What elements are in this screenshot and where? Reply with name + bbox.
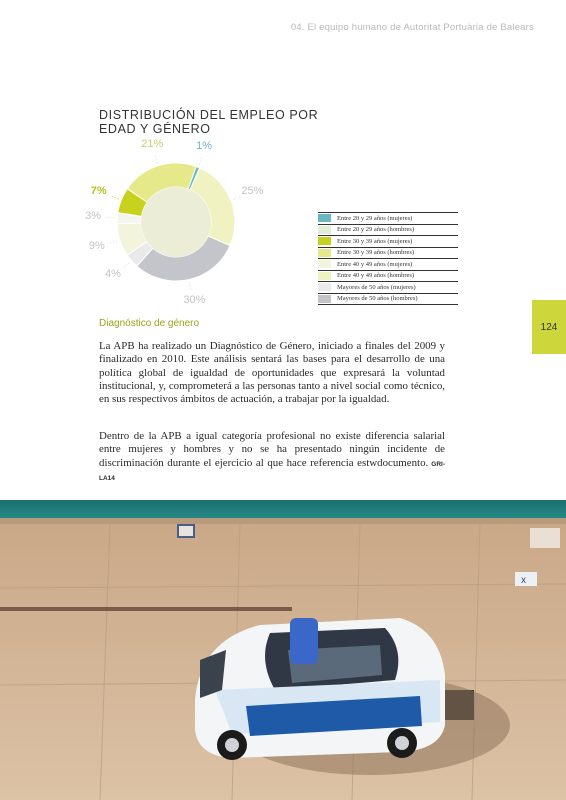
- gri-reference: GRI-LA14: [99, 460, 445, 482]
- page-number: 124: [540, 321, 558, 333]
- leader-line: [110, 196, 118, 199]
- sign-plate: [530, 528, 560, 548]
- donut-hole: [141, 187, 211, 257]
- leader-line: [123, 263, 130, 269]
- leader-line: [154, 154, 157, 163]
- legend-swatch: [318, 260, 331, 268]
- police-car: [195, 618, 445, 760]
- legend-item: [318, 225, 458, 237]
- rail: [0, 607, 292, 611]
- bollard-marker: [178, 525, 194, 537]
- chart-title: [99, 108, 359, 136]
- leader-line: [189, 283, 191, 292]
- legend-item: [318, 236, 458, 248]
- donut-chart: [97, 139, 257, 307]
- chart-legend: [318, 212, 458, 305]
- legend-label: Entre 30 y 39 años (hombres): [337, 249, 415, 257]
- legend-label: Mayores de 50 años (hombres): [337, 295, 418, 303]
- chart-title-line-2: EDAD Y GÉNERO: [99, 122, 211, 136]
- paragraph-2-text: Dentro de la APB a igual categoría profesional no existe diferencia salarial entre mujeres y hombres y no se ha presentado ningún incidente de discriminación durante el ejercicio al que hace referencia estwdocumento.: [99, 430, 445, 469]
- legend-swatch: [318, 272, 331, 280]
- quay-edge: [0, 518, 566, 524]
- legend-item: [318, 294, 458, 306]
- leader-line: [199, 156, 202, 164]
- legend-swatch: [318, 226, 331, 234]
- pie-slice-label: 4%: [105, 268, 121, 281]
- legend-item: [318, 282, 458, 294]
- legend-label: Entre 40 y 49 años (mujeres): [337, 260, 413, 268]
- legend-swatch: [318, 237, 331, 245]
- legend-item: [318, 212, 458, 225]
- mooring-bitt: [515, 572, 537, 586]
- pie-slice-label: 25%: [241, 185, 264, 198]
- legend-label: Entre 20 y 29 años (hombres): [337, 226, 415, 234]
- leader-line: [108, 241, 117, 244]
- legend-swatch: [318, 214, 331, 222]
- legend-label: Entre 40 y 49 años (hombres): [337, 272, 415, 280]
- running-header: 04. El equipo humano de Autoritat Portuària de Balears: [290, 22, 534, 33]
- pie-slice-label: 9%: [88, 239, 105, 252]
- legend-item: [318, 248, 458, 260]
- pie-slice-label: 7%: [90, 184, 107, 197]
- harbour-photo: [0, 500, 566, 800]
- paragraph-1: La APB ha realizado un Diagnóstico de Género, iniciado a finales del 2009 y finalizado en 2010. Este análisis sentará las bases para el desarrollo de una política global de igualdad de oportunidades que expresará la voluntad institucional, y, comprometerá a las personas tanto a nivel social como técnico, en sus respectivos ámbitos de actuación, a trabajar por la igualdad.: [99, 340, 445, 406]
- pie-slice-label: 21%: [141, 137, 164, 150]
- pie-slice-label: 1%: [196, 139, 212, 152]
- paragraph-2: [99, 430, 445, 485]
- pie-slice-label: 30%: [183, 294, 206, 307]
- bitt-mark: x: [521, 575, 526, 586]
- legend-label: Mayores de 50 años (mujeres): [337, 283, 416, 291]
- legend-item: [318, 271, 458, 283]
- leader-line: [105, 217, 114, 218]
- chart-title-line-1: DISTRIBUCIÓN DEL EMPLEO POR: [99, 108, 319, 122]
- legend-item: [318, 259, 458, 271]
- pie-slice-label: 3%: [85, 209, 102, 222]
- legend-swatch: [318, 249, 331, 257]
- legend-label: Entre 30 y 39 años (mujeres): [337, 237, 413, 245]
- legend-swatch: [318, 283, 331, 291]
- legend-swatch: [318, 295, 331, 303]
- section-title: Diagnóstico de género: [99, 318, 200, 329]
- legend-label: Entre 20 y 29 años (mujeres): [337, 214, 413, 222]
- page-number-tab: [532, 300, 566, 354]
